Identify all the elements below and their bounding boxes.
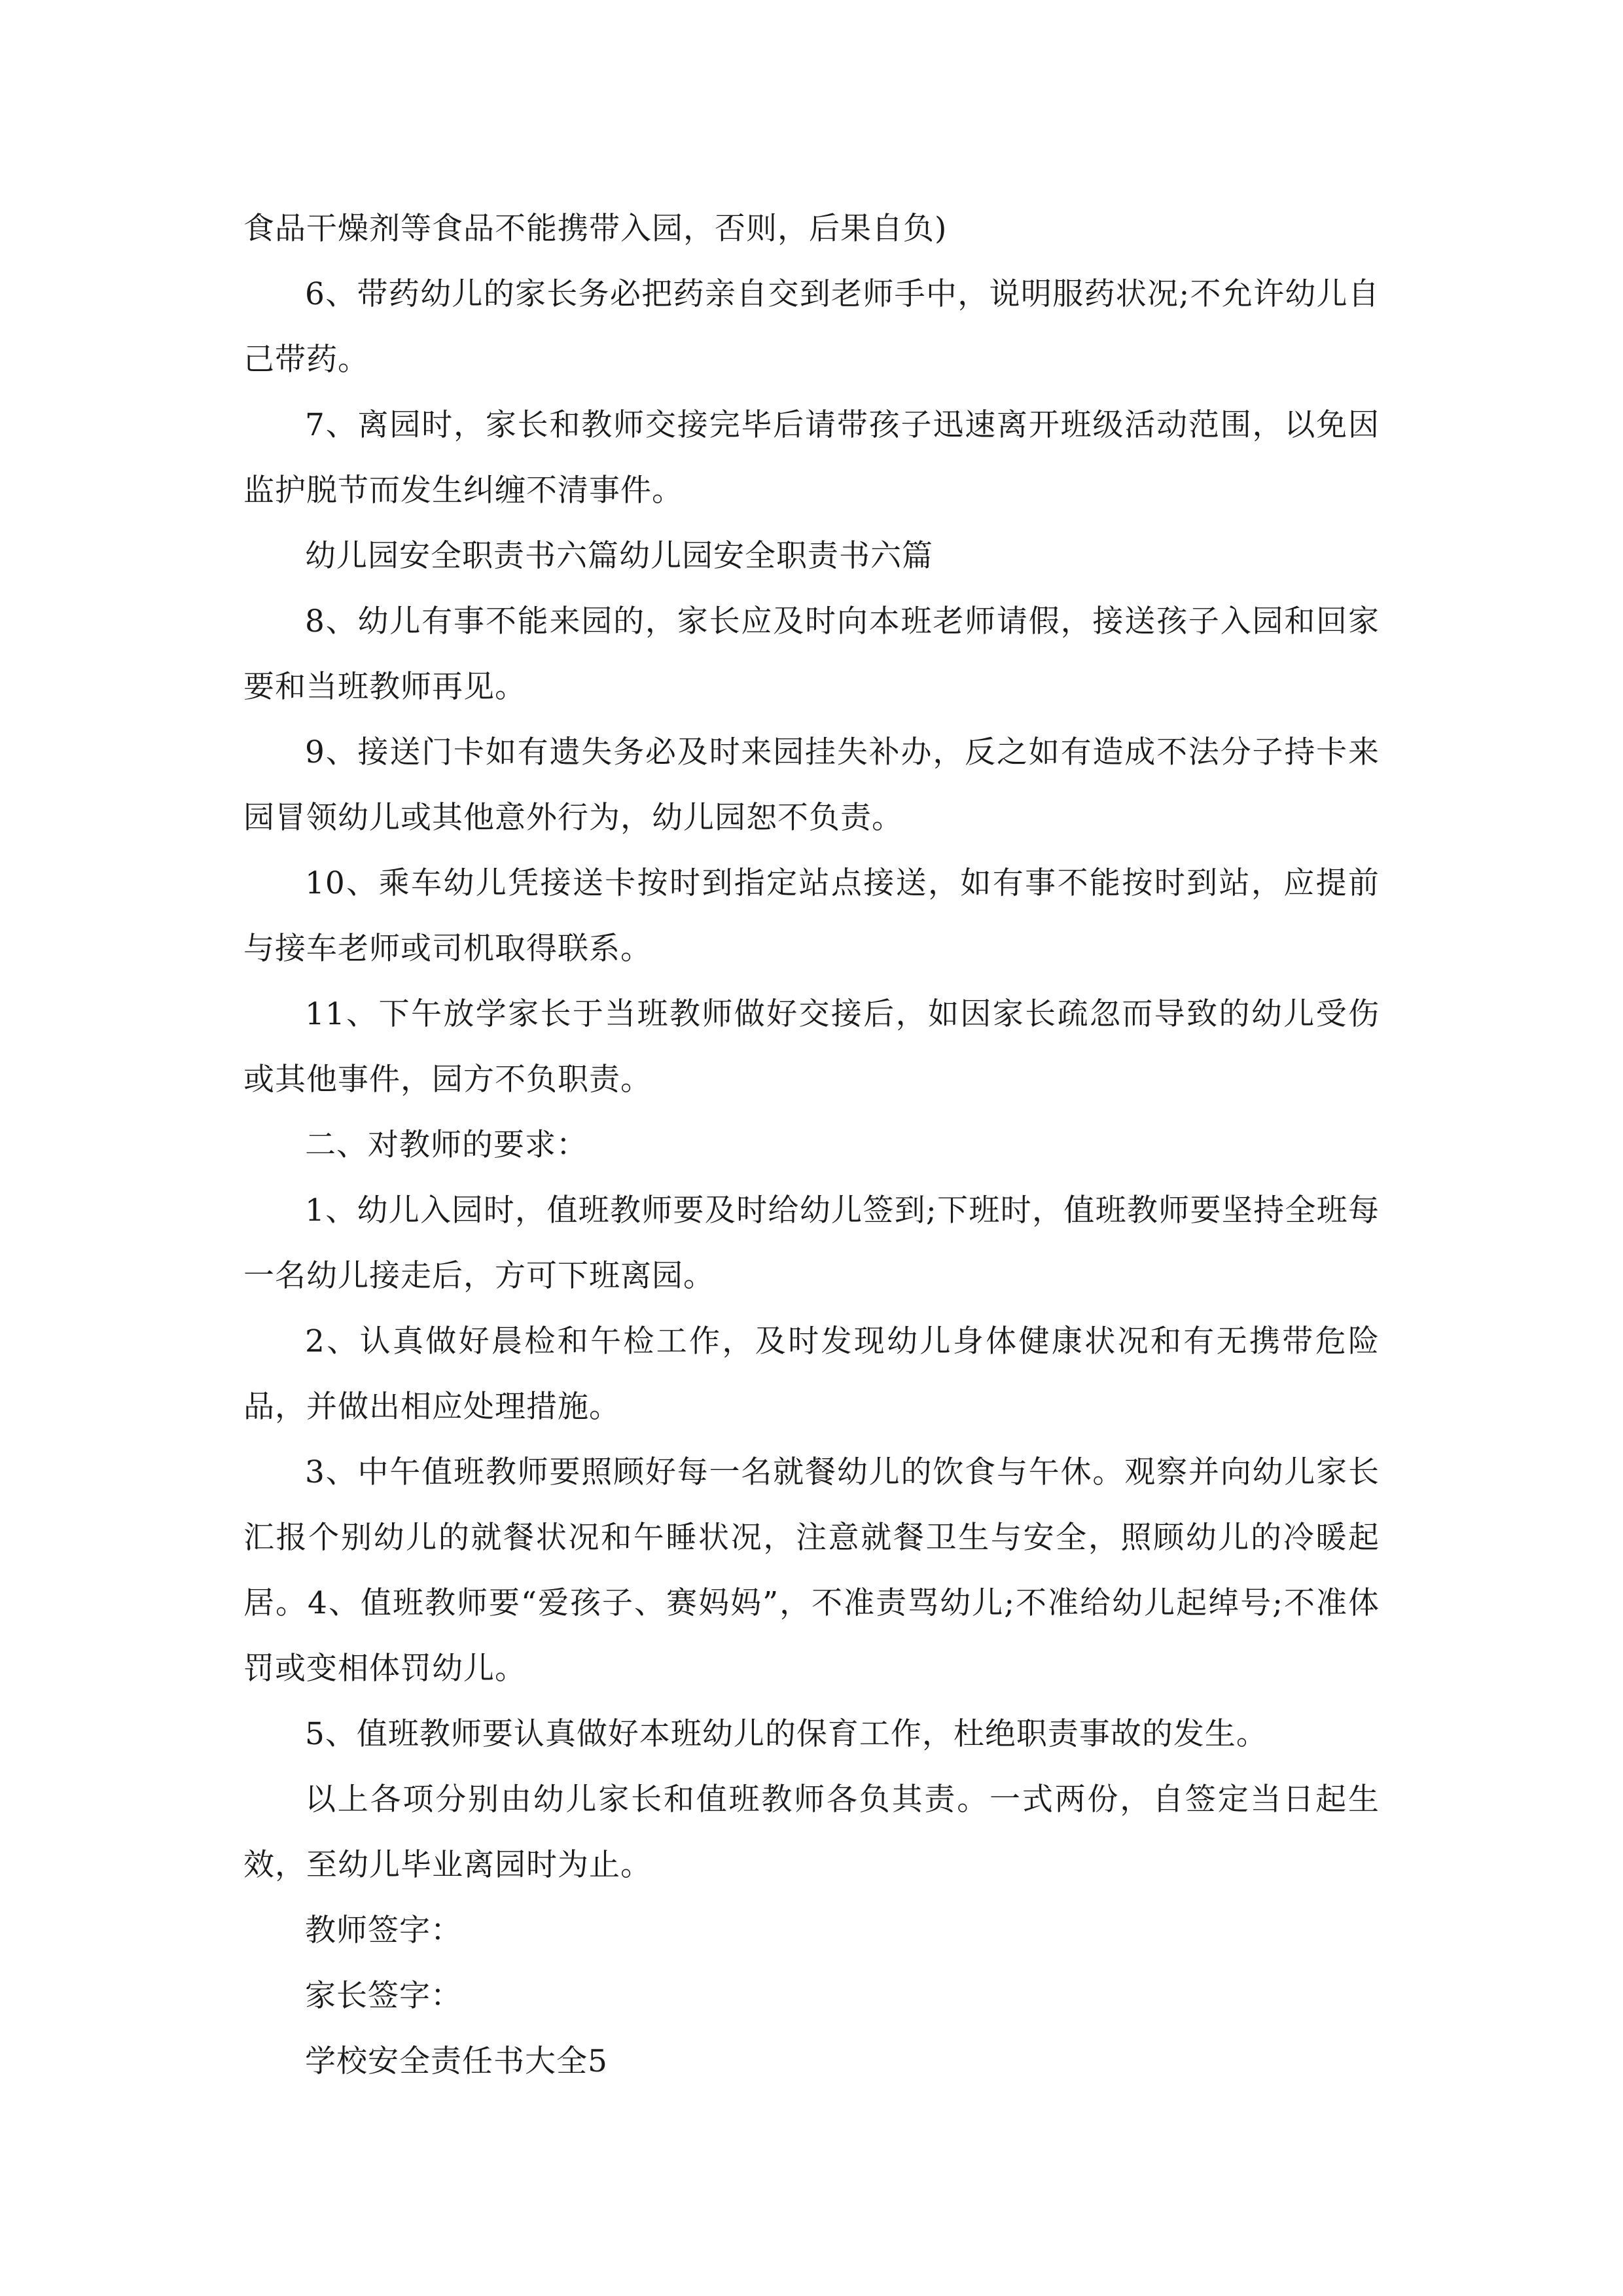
paragraph-item-8: 8、幼儿有事不能来园的，家长应及时向本班老师请假，接送孩子入园和回家要和当班教师再见。 — [243, 603, 1380, 705]
paragraph-heading-repeat: 幼儿园安全职责书六篇幼儿园安全职责书六篇 — [305, 538, 933, 574]
paragraph-item-11: 11、下午放学家长于当班教师做好交接后，如因家长疏忽而导致的幼儿受伤或其他事件，园方不负职责。 — [243, 996, 1380, 1098]
next-section-title: 学校安全责任书大全5 — [305, 2043, 608, 2079]
paragraph-teacher-item-3-4: 3、中午值班教师要照顾好每一名就餐幼儿的饮食与午休。观察并向幼儿家长汇报个别幼儿的就餐状况和午睡状况，注意就餐卫生与安全，照顾幼儿的冷暖起居。4、值班教师要“爱孩子、赛妈妈”，不准责骂幼儿;不准给幼儿起绰号;不准体罚或变相体罚幼儿。 — [243, 1454, 1380, 1687]
parent-signature-line: 家长签字： — [305, 1978, 462, 2014]
paragraph-continuation: 食品干燥剂等食品不能携带入园，否则，后果自负) — [243, 211, 948, 247]
paragraph-item-7: 7、离园时，家长和教师交接完毕后请带孩子迅速离开班级活动范围，以免因监护脱节而发生纠缠不清事件。 — [243, 407, 1380, 509]
paragraph-item-6: 6、带药幼儿的家长务必把药亲自交到老师手中，说明服药状况;不允许幼儿自己带药。 — [243, 276, 1380, 378]
paragraph-closing: 以上各项分别由幼儿家长和值班教师各负其责。一式两份，自签定当日起生效，至幼儿毕业离园时为止。 — [243, 1782, 1380, 1883]
paragraph-teacher-item-5: 5、值班教师要认真做好本班幼儿的保育工作，杜绝职责事故的发生。 — [305, 1716, 1268, 1752]
document-body — [243, 196, 1380, 2094]
teacher-signature-line: 教师签字： — [305, 1912, 462, 1948]
paragraph-teacher-item-2: 2、认真做好晨检和午检工作，及时发现幼儿身体健康状况和有无携带危险品，并做出相应处理措施。 — [243, 1323, 1380, 1425]
paragraph-item-10: 10、乘车幼儿凭接送卡按时到指定站点接送，如有事不能按时到站，应提前与接车老师或司机取得联系。 — [243, 865, 1380, 967]
paragraph-item-9: 9、接送门卡如有遗失务必及时来园挂失补办，反之如有造成不法分子持卡来园冒领幼儿或其他意外行为，幼儿园恕不负责。 — [243, 734, 1380, 836]
paragraph-teacher-item-1: 1、幼儿入园时，值班教师要及时给幼儿签到;下班时，值班教师要坚持全班每一名幼儿接走后，方可下班离园。 — [243, 1193, 1380, 1294]
section-heading-teachers: 二、对教师的要求： — [305, 1127, 588, 1163]
